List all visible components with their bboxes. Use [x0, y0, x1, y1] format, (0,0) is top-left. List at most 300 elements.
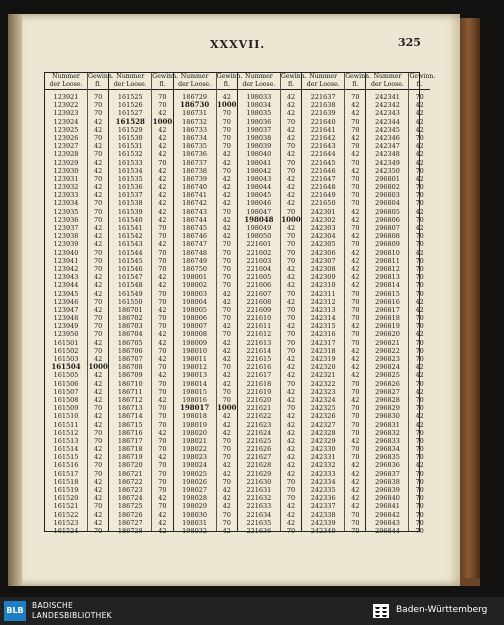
table-cell-gewinn: 70: [286, 256, 296, 265]
table-cell-number: 296831: [375, 420, 400, 429]
state-lions-emblem-icon: [372, 603, 390, 619]
table-cell-number: 186720: [117, 461, 143, 470]
table-cell-gewinn: 42: [158, 395, 167, 404]
table-cell-gewinn: 70: [94, 297, 103, 306]
table-cell-gewinn: 70: [415, 355, 424, 363]
table-cell-gewinn: 42: [286, 199, 296, 208]
table-cell-gewinn: 70: [286, 289, 296, 298]
table-cell-gewinn: 42: [351, 371, 360, 380]
table-cell-gewinn: 42: [158, 142, 167, 151]
table-cell-gewinn: 42: [158, 273, 167, 282]
table-cell-number: 198008: [182, 330, 207, 339]
gewinn-column-header: [280, 73, 307, 90]
table-cell-gewinn: 42: [351, 363, 360, 372]
table-cell-number: 198002: [182, 281, 207, 290]
table-cell-number: 186711: [117, 387, 143, 396]
header-label: der Loose.: [113, 81, 147, 88]
table-cell-number: 296813: [375, 273, 400, 282]
table-cell-number: 242319: [310, 355, 336, 363]
table-cell-gewinn: 70: [286, 314, 296, 323]
table-cell-number: 296833: [375, 436, 400, 445]
table-cell-gewinn: 70: [222, 248, 231, 257]
table-cell-number: 186719: [117, 453, 143, 462]
table-cell-number: 161503: [53, 355, 79, 363]
table-cell-gewinn: 70: [222, 109, 231, 118]
table-cell-gewinn: 70: [415, 469, 424, 478]
table-cell-gewinn: 42: [94, 387, 103, 396]
table-cell-gewinn: 42: [94, 117, 103, 126]
table-cell-gewinn: 1000: [281, 214, 301, 224]
table-cell-number: 296811: [375, 256, 400, 265]
table-cell-number: 186747: [182, 240, 207, 249]
table-cell-gewinn: 70: [222, 125, 231, 134]
table-cell-number: 221615: [246, 355, 272, 363]
table-cell-number: 161510: [53, 412, 79, 421]
table-cell-gewinn: 70: [415, 256, 424, 265]
table-cell-number: 123921: [53, 93, 79, 101]
table-cell-gewinn: 42: [222, 461, 231, 470]
table-cell-number: 186741: [182, 191, 207, 200]
table-cell-number: 221623: [246, 420, 272, 429]
table-cell-gewinn: 42: [351, 436, 360, 445]
table-cell-gewinn: 42: [351, 109, 360, 118]
table-cell-gewinn: 42: [158, 371, 167, 380]
table-cell-number: 198024: [182, 461, 207, 470]
table-cell-number: 161514: [53, 445, 79, 454]
table-cell-number: 296836: [375, 461, 400, 470]
table-cell-number: 296815: [375, 289, 400, 298]
table-cell-gewinn: 70: [415, 314, 424, 323]
table-cell-gewinn: 70: [94, 207, 103, 216]
table-cell-number: 242305: [310, 240, 336, 249]
table-cell-gewinn: 70: [286, 240, 296, 249]
table-cell-gewinn: 42: [351, 215, 360, 224]
blb-logo[interactable]: BLB: [4, 601, 26, 621]
header-label: Gewinn.: [152, 73, 179, 80]
table-cell-gewinn: 42: [158, 109, 167, 118]
table-cell-number: 221627: [246, 453, 272, 462]
table-cell-gewinn: 70: [351, 117, 360, 126]
table-cell-gewinn: 70: [286, 494, 296, 503]
table-cell-gewinn: 42: [415, 117, 424, 126]
header-label: fl.: [95, 81, 102, 88]
table-cell-number: 296829: [375, 404, 400, 413]
table-cell-number: 242321: [310, 371, 336, 380]
table-cell-number: 186735: [182, 142, 207, 151]
table-cell-number: 242349: [375, 158, 400, 167]
table-cell-number: 186718: [117, 445, 143, 454]
table-cell-gewinn: 42: [94, 445, 103, 454]
table-cell-gewinn: 70: [415, 183, 424, 192]
table-cell-number: 198048: [244, 214, 274, 224]
table-cell-gewinn: 42: [94, 379, 103, 388]
header-label: Gewinn.: [345, 73, 372, 80]
table-cell-gewinn: 70: [286, 486, 296, 494]
table-cell-gewinn: 42: [351, 346, 360, 355]
table-cell-number: 221648: [310, 183, 336, 192]
table-cell-number: 221601: [246, 240, 272, 249]
table-cell-number: 161526: [117, 101, 143, 110]
table-cell-gewinn: 42: [94, 371, 103, 380]
table-cell-number: 186742: [182, 199, 207, 208]
table-cell-gewinn: 42: [351, 264, 360, 273]
table-cell-gewinn: 70: [222, 117, 231, 126]
table-cell-gewinn: 42: [286, 510, 296, 519]
table-cell-number: 198028: [182, 494, 207, 503]
table-cell-gewinn: 42: [94, 518, 103, 527]
header-label: fl.: [223, 81, 230, 88]
table-cell-gewinn: 70: [415, 240, 424, 249]
library-name-line2: LANDESBIBLIOTHEK: [32, 611, 112, 620]
gewinn-column-header: [409, 73, 436, 90]
table-cell-gewinn: 1000: [217, 100, 237, 110]
table-cell-gewinn: 42: [222, 338, 231, 347]
table-cell-gewinn: 70: [351, 510, 360, 519]
table-cell-number: 198005: [182, 305, 207, 314]
table-cell-gewinn: 42: [286, 281, 296, 290]
table-cell-number: 198041: [246, 158, 272, 167]
table-cell-number: 242323: [310, 387, 336, 396]
table-cell-number: 242340: [310, 526, 336, 535]
table-cell-number: 161524: [53, 526, 79, 535]
table-cell-number: 198009: [182, 338, 207, 347]
table-cell-gewinn: 70: [158, 387, 167, 396]
table-cell-number: 186748: [182, 248, 207, 257]
table-cell-gewinn: 70: [222, 363, 231, 372]
table-cell-number: 242329: [310, 436, 336, 445]
table-cell-gewinn: 42: [94, 125, 103, 134]
table-cell-gewinn: 70: [351, 224, 360, 232]
table-cell-gewinn: 42: [158, 166, 167, 175]
table-cell-gewinn: 70: [351, 428, 360, 437]
table-cell-number: 221636: [246, 526, 272, 535]
table-cell-number: 221635: [246, 518, 272, 527]
number-column: [174, 73, 217, 535]
table-cell-gewinn: 70: [351, 240, 360, 249]
table-cell-number: 296818: [375, 314, 400, 323]
table-cell-number: 198010: [182, 346, 207, 355]
table-cell-number: 123943: [53, 273, 79, 282]
table-cell-number: 296826: [375, 379, 400, 388]
header-label: Nummer: [52, 73, 80, 80]
table-cell-number: 161539: [117, 207, 143, 216]
table-cell-number: 221632: [246, 494, 272, 503]
table-cell-gewinn: 42: [415, 412, 424, 421]
table-cell-number: 296802: [375, 183, 400, 192]
table-cell-number: 161527: [117, 109, 143, 118]
table-cell-number: 242318: [310, 346, 336, 355]
table-cell-gewinn: 42: [415, 363, 424, 372]
table-cell-gewinn: 70: [158, 346, 167, 355]
table-cell-gewinn: 42: [351, 469, 360, 478]
table-cell-gewinn: 42: [94, 453, 103, 462]
table-cell-number: 198032: [182, 526, 207, 535]
table-cell-gewinn: 42: [94, 477, 103, 486]
table-cell-number: 161535: [117, 174, 143, 183]
table-cell-gewinn: 42: [158, 150, 167, 159]
table-cell-number: 123931: [53, 174, 79, 183]
table-cell-gewinn: 70: [415, 191, 424, 200]
number-column-header: [302, 73, 344, 90]
header-label: Gewinn.: [216, 73, 243, 80]
table-cell-gewinn: 42: [222, 355, 231, 363]
library-name[interactable]: [32, 601, 112, 621]
table-cell-number: 242324: [310, 395, 336, 404]
table-cell-gewinn: 42: [158, 133, 167, 142]
table-cell-number: 296803: [375, 191, 400, 200]
table-cell-number: 242334: [310, 477, 336, 486]
table-cell-gewinn: 70: [415, 502, 424, 511]
table-cell-gewinn: 42: [415, 101, 424, 110]
table-cell-gewinn: 70: [415, 93, 424, 101]
table-cell-gewinn: 70: [158, 232, 167, 241]
table-cell-number: 161511: [53, 420, 79, 429]
table-cell-gewinn: 42: [94, 158, 103, 167]
table-cell-number: 221618: [246, 379, 272, 388]
table-cell-gewinn: 70: [158, 314, 167, 323]
table-cell-gewinn: 42: [286, 191, 296, 200]
table-cell-gewinn: 70: [415, 395, 424, 404]
gewinn-column: [152, 73, 179, 535]
table-cell-gewinn: 42: [222, 191, 231, 200]
table-cell-number: 221629: [246, 469, 272, 478]
table-cell-gewinn: 70: [415, 428, 424, 437]
table-cell-number: 221647: [310, 174, 336, 183]
header-label: Gewinn.: [280, 73, 307, 80]
table-cell-number: 242328: [310, 428, 336, 437]
table-cell-number: 186713: [117, 404, 143, 413]
page-gutter: [8, 14, 22, 586]
table-cell-gewinn: 70: [415, 322, 424, 331]
table-cell-number: 242336: [310, 494, 336, 503]
table-cell-number: 296832: [375, 428, 400, 437]
table-cell-gewinn: 42: [94, 486, 103, 494]
table-cell-gewinn: 42: [286, 502, 296, 511]
table-cell-number: 161542: [117, 232, 143, 241]
table-cell-gewinn: 42: [351, 166, 360, 175]
table-cell-gewinn: 70: [351, 158, 360, 167]
table-cell-number: 186703: [117, 322, 143, 331]
number-column: [109, 73, 152, 535]
table-cell-gewinn: 70: [351, 453, 360, 462]
table-cell-gewinn: 70: [351, 379, 360, 388]
table-cell-gewinn: 42: [286, 436, 296, 445]
table-cell-number: 123937: [53, 224, 79, 232]
table-cell-gewinn: 70: [351, 420, 360, 429]
table-cell-gewinn: 42: [286, 322, 296, 331]
table-cell-gewinn: 70: [222, 240, 231, 249]
table-cell-gewinn: 70: [158, 224, 167, 232]
table-cell-number: 242337: [310, 502, 336, 511]
table-cell-gewinn: 42: [286, 101, 296, 110]
table-cell-gewinn: 70: [94, 256, 103, 265]
table-cell-number: 296843: [375, 518, 400, 527]
table-cell-number: 296823: [375, 355, 400, 363]
table-cell-gewinn: 42: [222, 289, 231, 298]
table-cell-gewinn: 70: [351, 191, 360, 200]
number-column: [238, 73, 281, 535]
table-cell-gewinn: 42: [94, 281, 103, 290]
table-cell-number: 242335: [310, 486, 336, 494]
table-cell-gewinn: 70: [351, 142, 360, 151]
table-cell-gewinn: 42: [158, 518, 167, 527]
table-cell-number: 296824: [375, 363, 400, 372]
table-cell-number: 186731: [182, 109, 207, 118]
table-cell-number: 221633: [246, 502, 272, 511]
table-cell-number: 161512: [53, 428, 79, 437]
table-cell-number: 123941: [53, 256, 79, 265]
table-cell-number: 161549: [117, 289, 143, 298]
table-cell-gewinn: 42: [286, 297, 296, 306]
table-cell-gewinn: 42: [158, 428, 167, 437]
table-cell-gewinn: 42: [222, 346, 231, 355]
table-cell-gewinn: 70: [158, 363, 167, 372]
table-cell-number: 198003: [182, 289, 207, 298]
table-cell-number: 161515: [53, 453, 79, 462]
table-cell-gewinn: 70: [158, 461, 167, 470]
table-cell-gewinn: 70: [286, 526, 296, 535]
table-cell-gewinn: 42: [222, 224, 231, 232]
table-cell-number: 221622: [246, 412, 272, 421]
table-cell-gewinn: 70: [286, 158, 296, 167]
table-cell-number: 242342: [375, 101, 400, 110]
table-cell-gewinn: 70: [222, 142, 231, 151]
table-cell-number: 186726: [117, 510, 143, 519]
table-cell-number: 186716: [117, 428, 143, 437]
table-cell-number: 198026: [182, 477, 207, 486]
gewinn-column-header: [345, 73, 372, 90]
table-column-group: [173, 73, 243, 535]
table-cell-gewinn: 42: [158, 183, 167, 192]
table-cell-number: 161525: [117, 93, 143, 101]
table-cell-gewinn: 42: [415, 158, 424, 167]
table-cell-number: 198013: [182, 371, 207, 380]
table-cell-gewinn: 42: [351, 232, 360, 241]
table-cell-gewinn: 70: [94, 199, 103, 208]
table-cell-gewinn: 42: [222, 232, 231, 241]
table-cell-number: 198030: [182, 510, 207, 519]
table-cell-number: 198039: [246, 142, 272, 151]
table-cell-gewinn: 70: [415, 264, 424, 273]
table-cell-number: 186727: [117, 518, 143, 527]
table-cell-gewinn: 70: [351, 125, 360, 134]
table-cell-gewinn: 70: [94, 314, 103, 323]
table-cell-number: 186734: [182, 133, 207, 142]
table-cell-gewinn: 42: [286, 150, 296, 159]
table-cell-number: 186722: [117, 477, 143, 486]
table-cell-number: 186730: [179, 100, 210, 110]
table-cell-gewinn: 42: [415, 297, 424, 306]
table-cell-gewinn: 70: [351, 404, 360, 413]
table-cell-number: 186743: [182, 207, 207, 216]
table-cell-gewinn: 42: [158, 281, 167, 290]
table-cell-gewinn: 70: [158, 248, 167, 257]
table-cell-number: 198035: [246, 109, 272, 118]
table-cell-number: 198016: [182, 395, 207, 404]
table-cell-number: 296834: [375, 445, 400, 454]
table-cell-gewinn: 42: [351, 355, 360, 363]
table-cell-number: 221634: [246, 510, 272, 519]
table-cell-number: 198029: [182, 502, 207, 511]
table-cell-number: 198019: [182, 420, 207, 429]
table-cell-gewinn: 70: [94, 436, 103, 445]
table-cell-number: 296804: [375, 199, 400, 208]
table-cell-number: 123932: [53, 183, 79, 192]
table-cell-gewinn: 70: [158, 297, 167, 306]
table-cell-gewinn: 42: [94, 412, 103, 421]
table-cell-number: 242301: [310, 207, 336, 216]
table-cell-number: 242311: [310, 289, 336, 298]
table-cell-number: 198027: [182, 486, 207, 494]
table-cell-gewinn: 70: [286, 346, 296, 355]
table-cell-number: 123942: [53, 264, 79, 273]
state-name[interactable]: Baden-Württemberg: [396, 605, 488, 615]
table-cell-gewinn: 70: [222, 133, 231, 142]
gewinn-column-header: [216, 73, 243, 90]
table-cell-gewinn: 42: [222, 420, 231, 429]
table-cell-gewinn: 42: [415, 420, 424, 429]
table-cell-number: 242325: [310, 404, 336, 413]
table-cell-gewinn: 42: [158, 338, 167, 347]
book-cover-edge-right: [458, 18, 480, 578]
table-cell-number: 221644: [310, 150, 336, 159]
table-cell-number: 296825: [375, 371, 400, 380]
table-cell-number: 186744: [182, 215, 207, 224]
table-cell-number: 221641: [310, 125, 336, 134]
table-cell-number: 242307: [310, 256, 336, 265]
table-cell-number: 242332: [310, 461, 336, 470]
table-cell-number: 198049: [246, 224, 272, 232]
table-cell-gewinn: 70: [94, 248, 103, 257]
table-cell-gewinn: 42: [222, 199, 231, 208]
table-cell-number: 221650: [310, 199, 336, 208]
table-cell-gewinn: 70: [158, 477, 167, 486]
table-cell-gewinn: 70: [286, 305, 296, 314]
table-cell-gewinn: 70: [158, 486, 167, 494]
table-cell-gewinn: 42: [415, 207, 424, 216]
table-cell-gewinn: 70: [222, 256, 231, 265]
table-cell-gewinn: 70: [415, 404, 424, 413]
table-cell-gewinn: 42: [415, 174, 424, 183]
table-cell-gewinn: 70: [158, 469, 167, 478]
header-label: der Loose.: [242, 81, 276, 88]
table-cell-gewinn: 70: [158, 502, 167, 511]
table-cell-number: 198021: [182, 436, 207, 445]
table-cell-number: 186717: [117, 436, 143, 445]
table-cell-gewinn: 42: [158, 240, 167, 249]
table-cell-gewinn: 70: [351, 305, 360, 314]
table-cell-gewinn: 42: [351, 207, 360, 216]
table-cell-number: 221606: [246, 281, 272, 290]
table-cell-number: 198014: [182, 379, 207, 388]
table-cell-gewinn: 42: [94, 510, 103, 519]
table-cell-number: 242331: [310, 453, 336, 462]
gewinn-column: [216, 73, 243, 535]
table-cell-gewinn: 42: [286, 395, 296, 404]
header-label: der Loose.: [371, 81, 404, 88]
table-cell-number: 198047: [246, 207, 272, 216]
table-cell-gewinn: 42: [94, 395, 103, 404]
table-cell-gewinn: 42: [286, 428, 296, 437]
table-cell-gewinn: 42: [351, 256, 360, 265]
table-cell-number: 186707: [117, 355, 143, 363]
gewinn-column: [345, 73, 372, 535]
table-cell-number: 296840: [375, 494, 400, 503]
number-column: [366, 73, 409, 535]
table-cell-number: 161507: [53, 387, 79, 396]
header-label: der Loose.: [49, 81, 83, 88]
table-cell-gewinn: 70: [286, 404, 296, 413]
